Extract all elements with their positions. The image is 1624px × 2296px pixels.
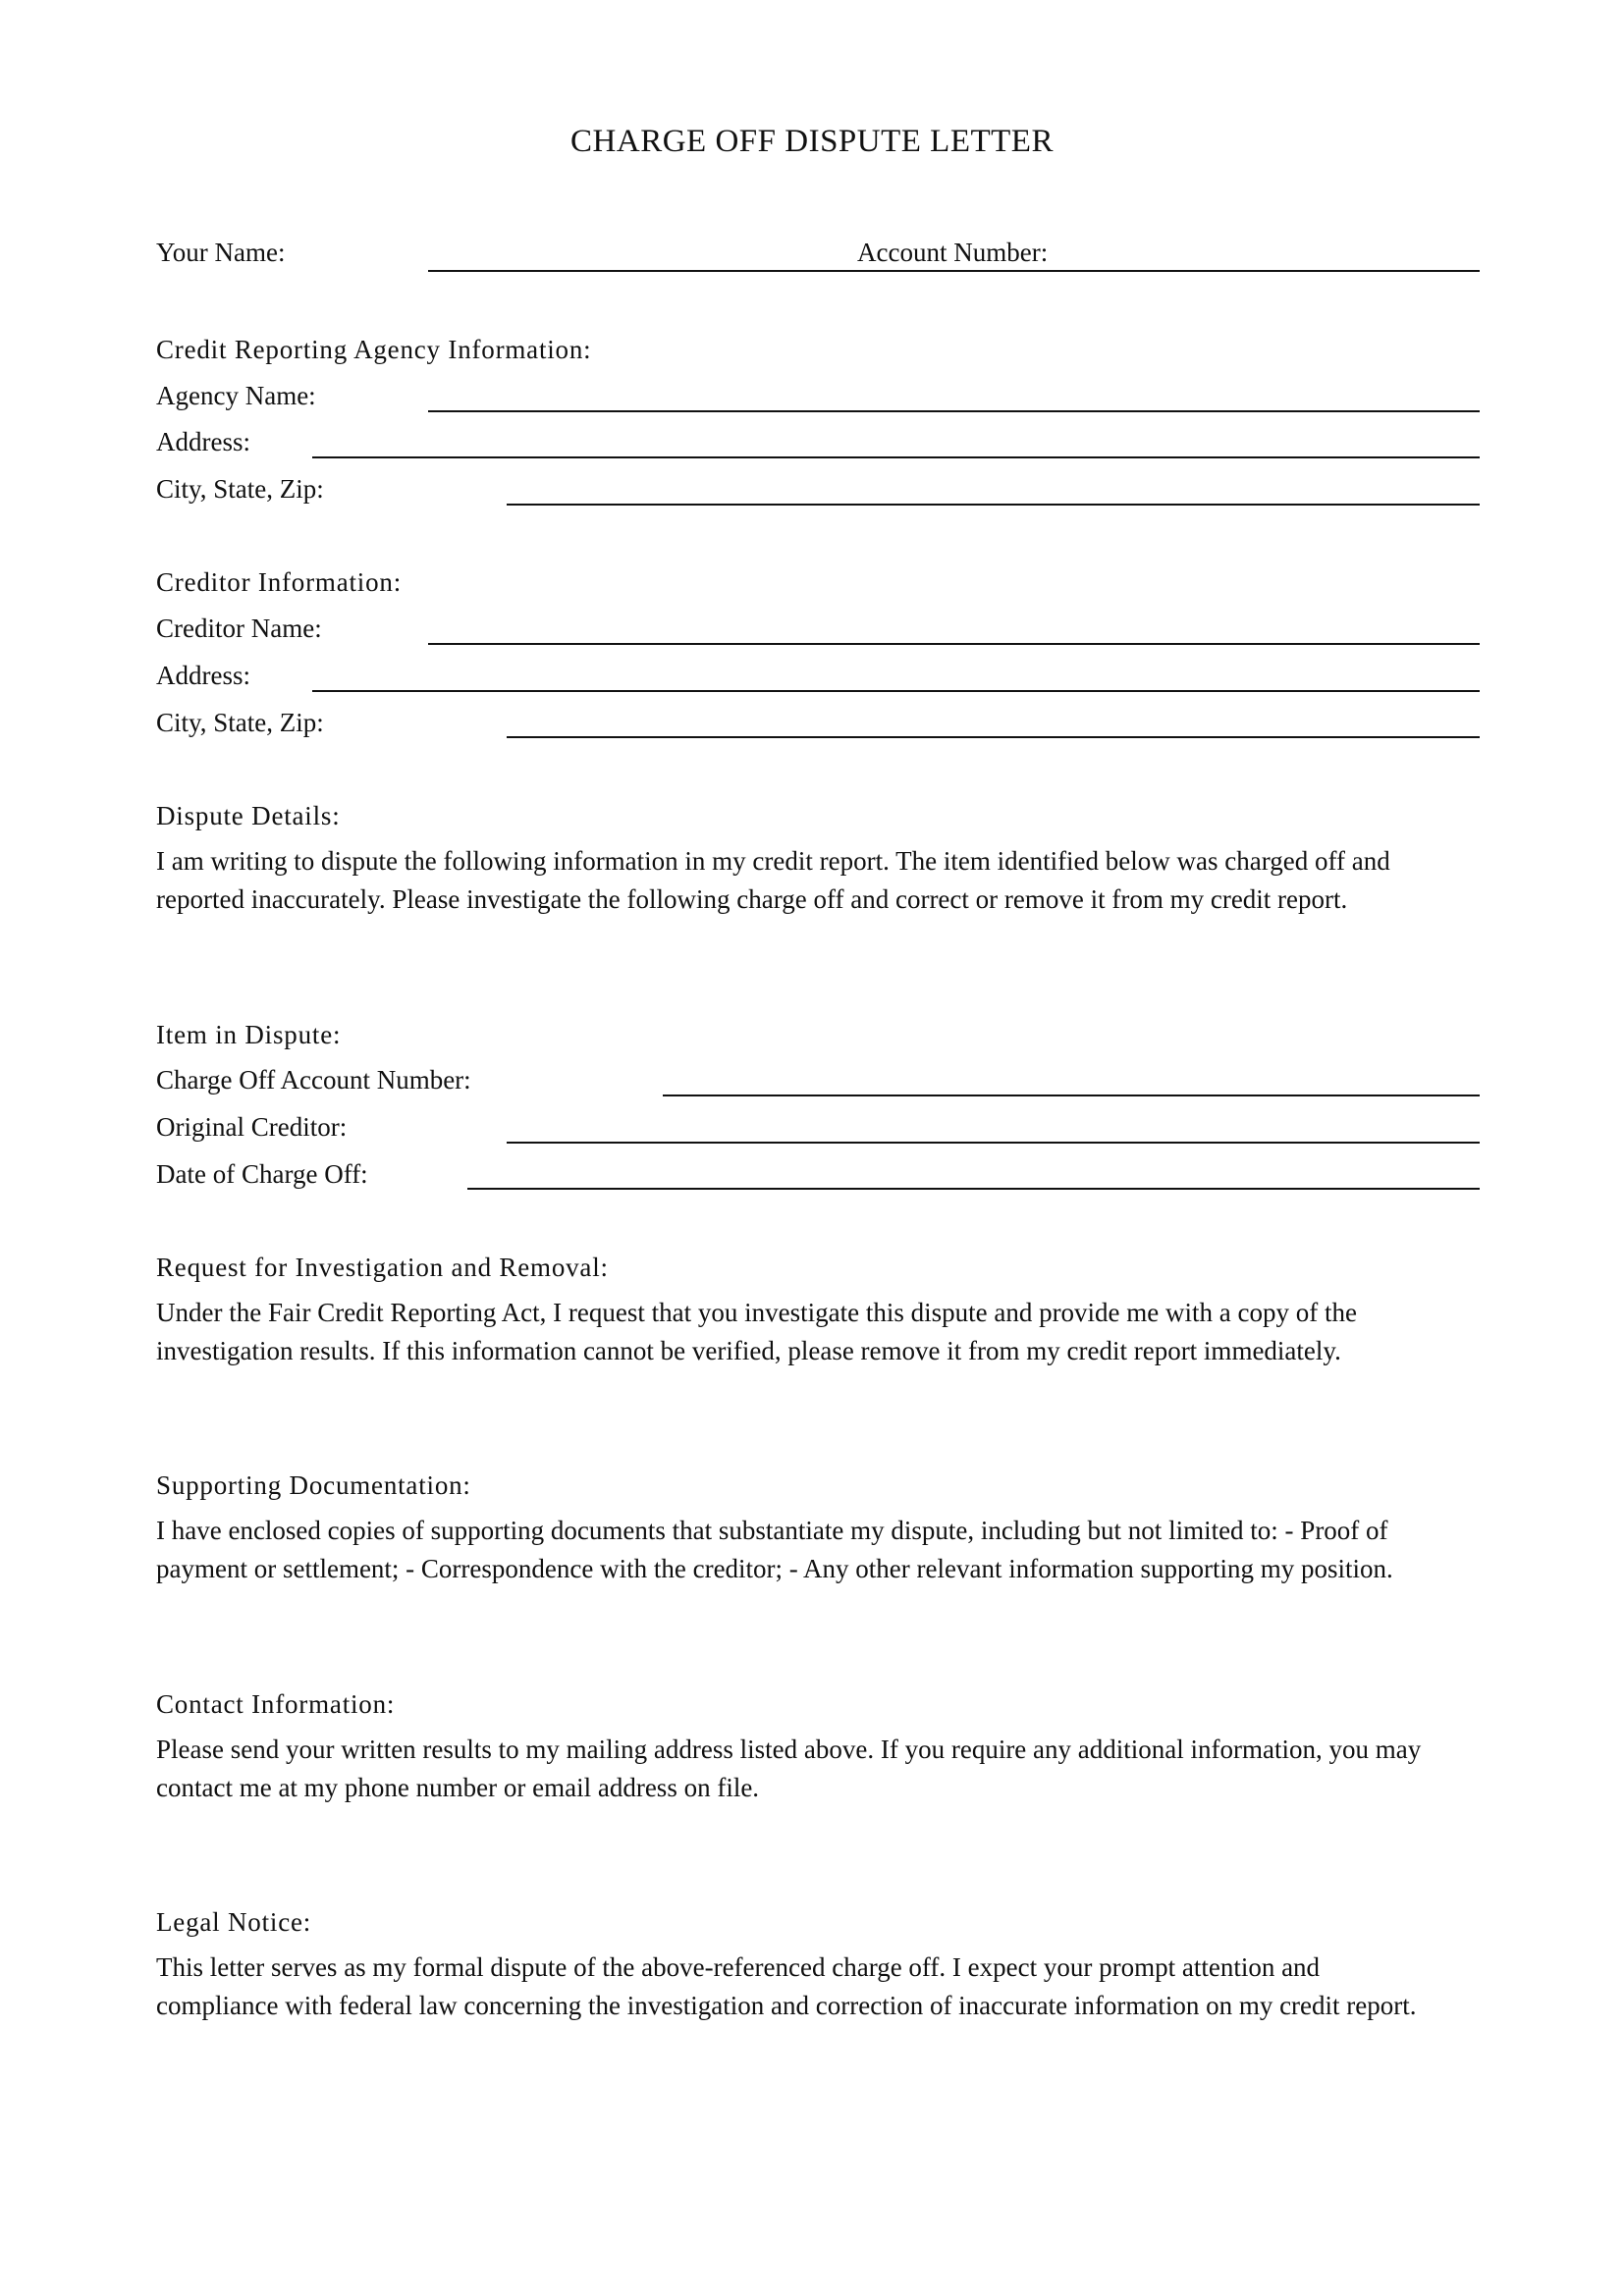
agency-address-field[interactable]: [312, 456, 1480, 458]
contact-section-heading: Contact Information:: [156, 1689, 396, 1719]
legal-section-heading: Legal Notice:: [156, 1907, 312, 1937]
original-creditor-field[interactable]: [507, 1142, 1480, 1144]
creditor-city-label: City, State, Zip:: [156, 708, 324, 737]
creditor-section-heading: Creditor Information:: [156, 567, 402, 597]
dispute-section-heading: Dispute Details:: [156, 801, 341, 830]
original-creditor-label: Original Creditor:: [156, 1112, 348, 1142]
charge-off-date-label: Date of Charge Off:: [156, 1159, 368, 1189]
agency-city-field[interactable]: [507, 504, 1480, 506]
page-title: CHARGE OFF DISPUTE LETTER: [570, 124, 1054, 159]
supporting-paragraph: [156, 1512, 1491, 1588]
agency-name-field[interactable]: [428, 410, 1480, 412]
legal-line-1: This letter serves as my formal dispute of the above-referenced charge off. I expect your prompt attention and: [156, 1952, 1321, 1982]
charge-off-date-field[interactable]: [467, 1188, 1480, 1190]
creditor-name-label: Creditor Name:: [156, 614, 322, 643]
contact-line-2: contact me at my phone number or email address on file.: [156, 1773, 760, 1802]
charge-off-account-label: Charge Off Account Number:: [156, 1065, 471, 1095]
creditor-address-field[interactable]: [312, 690, 1480, 692]
creditor-address-label: Address:: [156, 661, 250, 690]
your-name-field[interactable]: [428, 270, 1480, 272]
agency-city-label: City, State, Zip:: [156, 474, 324, 504]
request-line-1: Under the Fair Credit Reporting Act, I request that you investigate this dispute and provide me with a copy of the: [156, 1298, 1357, 1327]
your-name-label: Your Name:: [156, 238, 286, 267]
legal-line-2: compliance with federal law concerning the investigation and correction of inaccurate information on my credit report.: [156, 1991, 1417, 2020]
account-number-label: Account Number:: [857, 238, 1049, 267]
request-paragraph: [156, 1294, 1491, 1370]
dispute-line-1: I am writing to dispute the following information in my credit report. The item identified below was charged off and: [156, 846, 1390, 876]
contact-line-1: Please send your written results to my mailing address listed above. If you require any additional information, you may: [156, 1735, 1422, 1764]
agency-section-heading: Credit Reporting Agency Information:: [156, 335, 592, 364]
request-line-2: investigation results. If this information cannot be verified, please remove it from my credit report immediately.: [156, 1336, 1341, 1365]
dispute-paragraph: [156, 842, 1491, 919]
supporting-section-heading: Supporting Documentation:: [156, 1470, 471, 1500]
contact-paragraph: [156, 1731, 1491, 1807]
dispute-line-2: reported inaccurately. Please investigate the following charge off and correct or remove it from my credit report.: [156, 884, 1348, 914]
agency-address-label: Address:: [156, 427, 250, 456]
charge-off-account-field[interactable]: [663, 1095, 1480, 1096]
supporting-line-2: payment or settlement; - Correspondence with the creditor; - Any other relevant information supporting my position.: [156, 1554, 1393, 1583]
supporting-line-1: I have enclosed copies of supporting documents that substantiate my dispute, including but not limited to: - Proof of: [156, 1516, 1388, 1545]
agency-name-label: Agency Name:: [156, 381, 316, 410]
item-section-heading: Item in Dispute:: [156, 1020, 342, 1049]
request-section-heading: Request for Investigation and Removal:: [156, 1253, 609, 1282]
creditor-name-field[interactable]: [428, 643, 1480, 645]
creditor-city-field[interactable]: [507, 736, 1480, 738]
legal-paragraph: [156, 1949, 1491, 2025]
